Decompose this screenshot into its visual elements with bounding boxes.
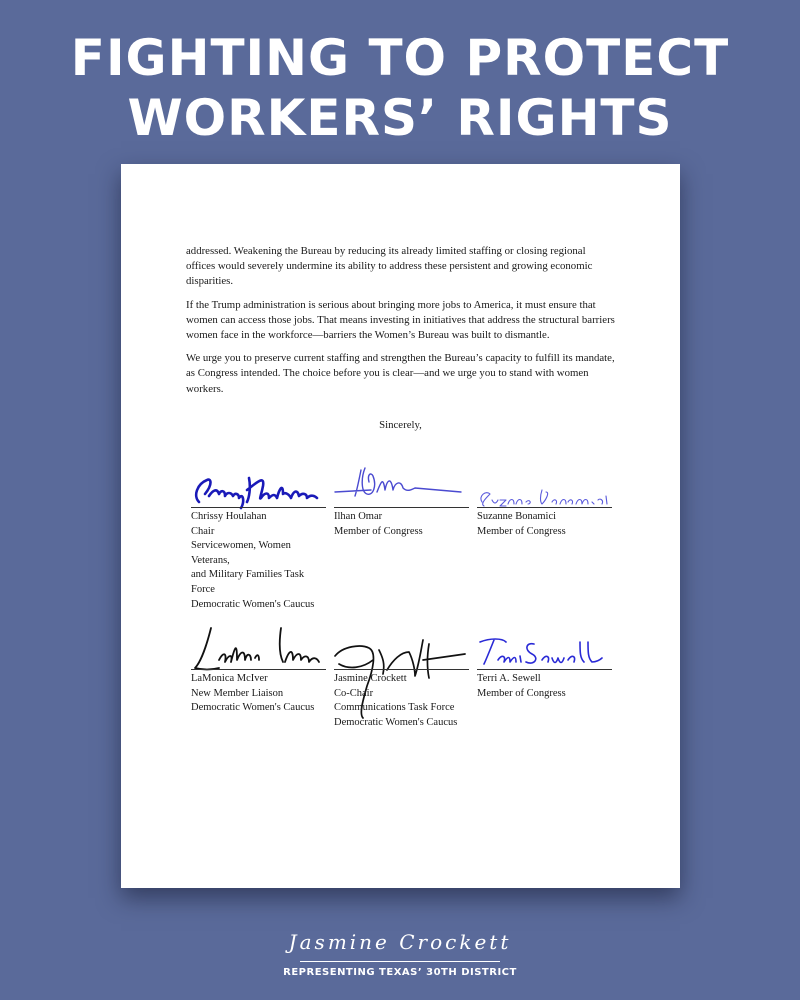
signature-line xyxy=(477,507,612,508)
letter-body xyxy=(186,244,616,405)
signatory-name: LaMonica McIver xyxy=(191,673,268,684)
signature-line xyxy=(334,669,469,670)
signatory-title: Member of Congress xyxy=(334,525,423,537)
signature-block-mciver xyxy=(191,669,326,716)
signatory-name: Jasmine Crockett xyxy=(334,673,407,684)
signature-sewell-image xyxy=(476,634,611,670)
signatory-title: Chair xyxy=(191,525,215,537)
signature-line xyxy=(191,507,326,508)
signatory-title: Member of Congress xyxy=(477,687,566,699)
signatory-title: Servicewomen, Women xyxy=(191,540,291,552)
footer-tagline: REPRESENTING TEXAS’ 30TH DISTRICT xyxy=(283,967,517,978)
headline-line-2: WORKERS’ RIGHTS xyxy=(127,89,673,147)
signatory-title: Democratic Women's Caucus xyxy=(191,598,315,610)
signature-block-bonamici xyxy=(477,507,612,539)
footer-signature-logo: Jasmine Crockett xyxy=(288,930,512,954)
signature-line xyxy=(191,669,326,670)
signatory-name: Ilhan Omar xyxy=(334,511,383,522)
signatory-title: Democratic Women's Caucus xyxy=(334,716,458,728)
signatory-title: and Military Families Task xyxy=(191,569,305,581)
signature-block-sewell xyxy=(477,669,612,701)
signatory-title: Co-Chair xyxy=(334,687,374,699)
letter-closing: Sincerely, xyxy=(379,419,422,431)
letter-page xyxy=(121,164,680,888)
signatory-name: Suzanne Bonamici xyxy=(477,511,557,522)
signature-omar-image xyxy=(331,462,471,506)
headline-line-1: FIGHTING TO PROTECT xyxy=(70,29,730,87)
signature-block-houlahan xyxy=(191,507,326,612)
letter-paragraph-3: We urge you to preserve current staffing and strengthen the Bureau’s capacity to fulfill its mandate, as Congress intended. The choice before you is clear—and we urge you to stand with women workers. xyxy=(186,352,615,395)
signature-line xyxy=(477,669,612,670)
signatory-title: Communications Task Force xyxy=(334,702,455,714)
signature-houlahan-image xyxy=(189,466,324,510)
signatory-title: Veterans, xyxy=(191,554,230,566)
signatory-title: Democratic Women's Caucus xyxy=(191,702,315,714)
headline xyxy=(0,28,800,148)
footer-divider xyxy=(300,961,500,962)
signature-block-omar xyxy=(334,507,469,539)
signature-line xyxy=(334,507,469,508)
signatory-title: New Member Liaison xyxy=(191,687,284,699)
signatory-name: Terri A. Sewell xyxy=(477,673,541,684)
letter-paragraph-2: If the Trump administration is serious about bringing more jobs to America, it must ensure that women can access those jobs. That means investing in initiatives that address the structural barriers women face in the workforce—barriers the Women’s Bureau was built to dismantle. xyxy=(186,298,615,342)
signatory-title: Member of Congress xyxy=(477,525,566,537)
signatory-title: Force xyxy=(191,583,215,595)
letter-paragraph-1: addressed. Weakening the Bureau by reducing its already limited staffing or closing regional offices would severely undermine its ability to address these persistent and growing economic disparities. xyxy=(186,245,593,288)
signatory-name: Chrissy Houlahan xyxy=(191,511,267,522)
signature-block-crockett xyxy=(334,669,469,730)
signature-bonamici-image xyxy=(476,482,611,510)
